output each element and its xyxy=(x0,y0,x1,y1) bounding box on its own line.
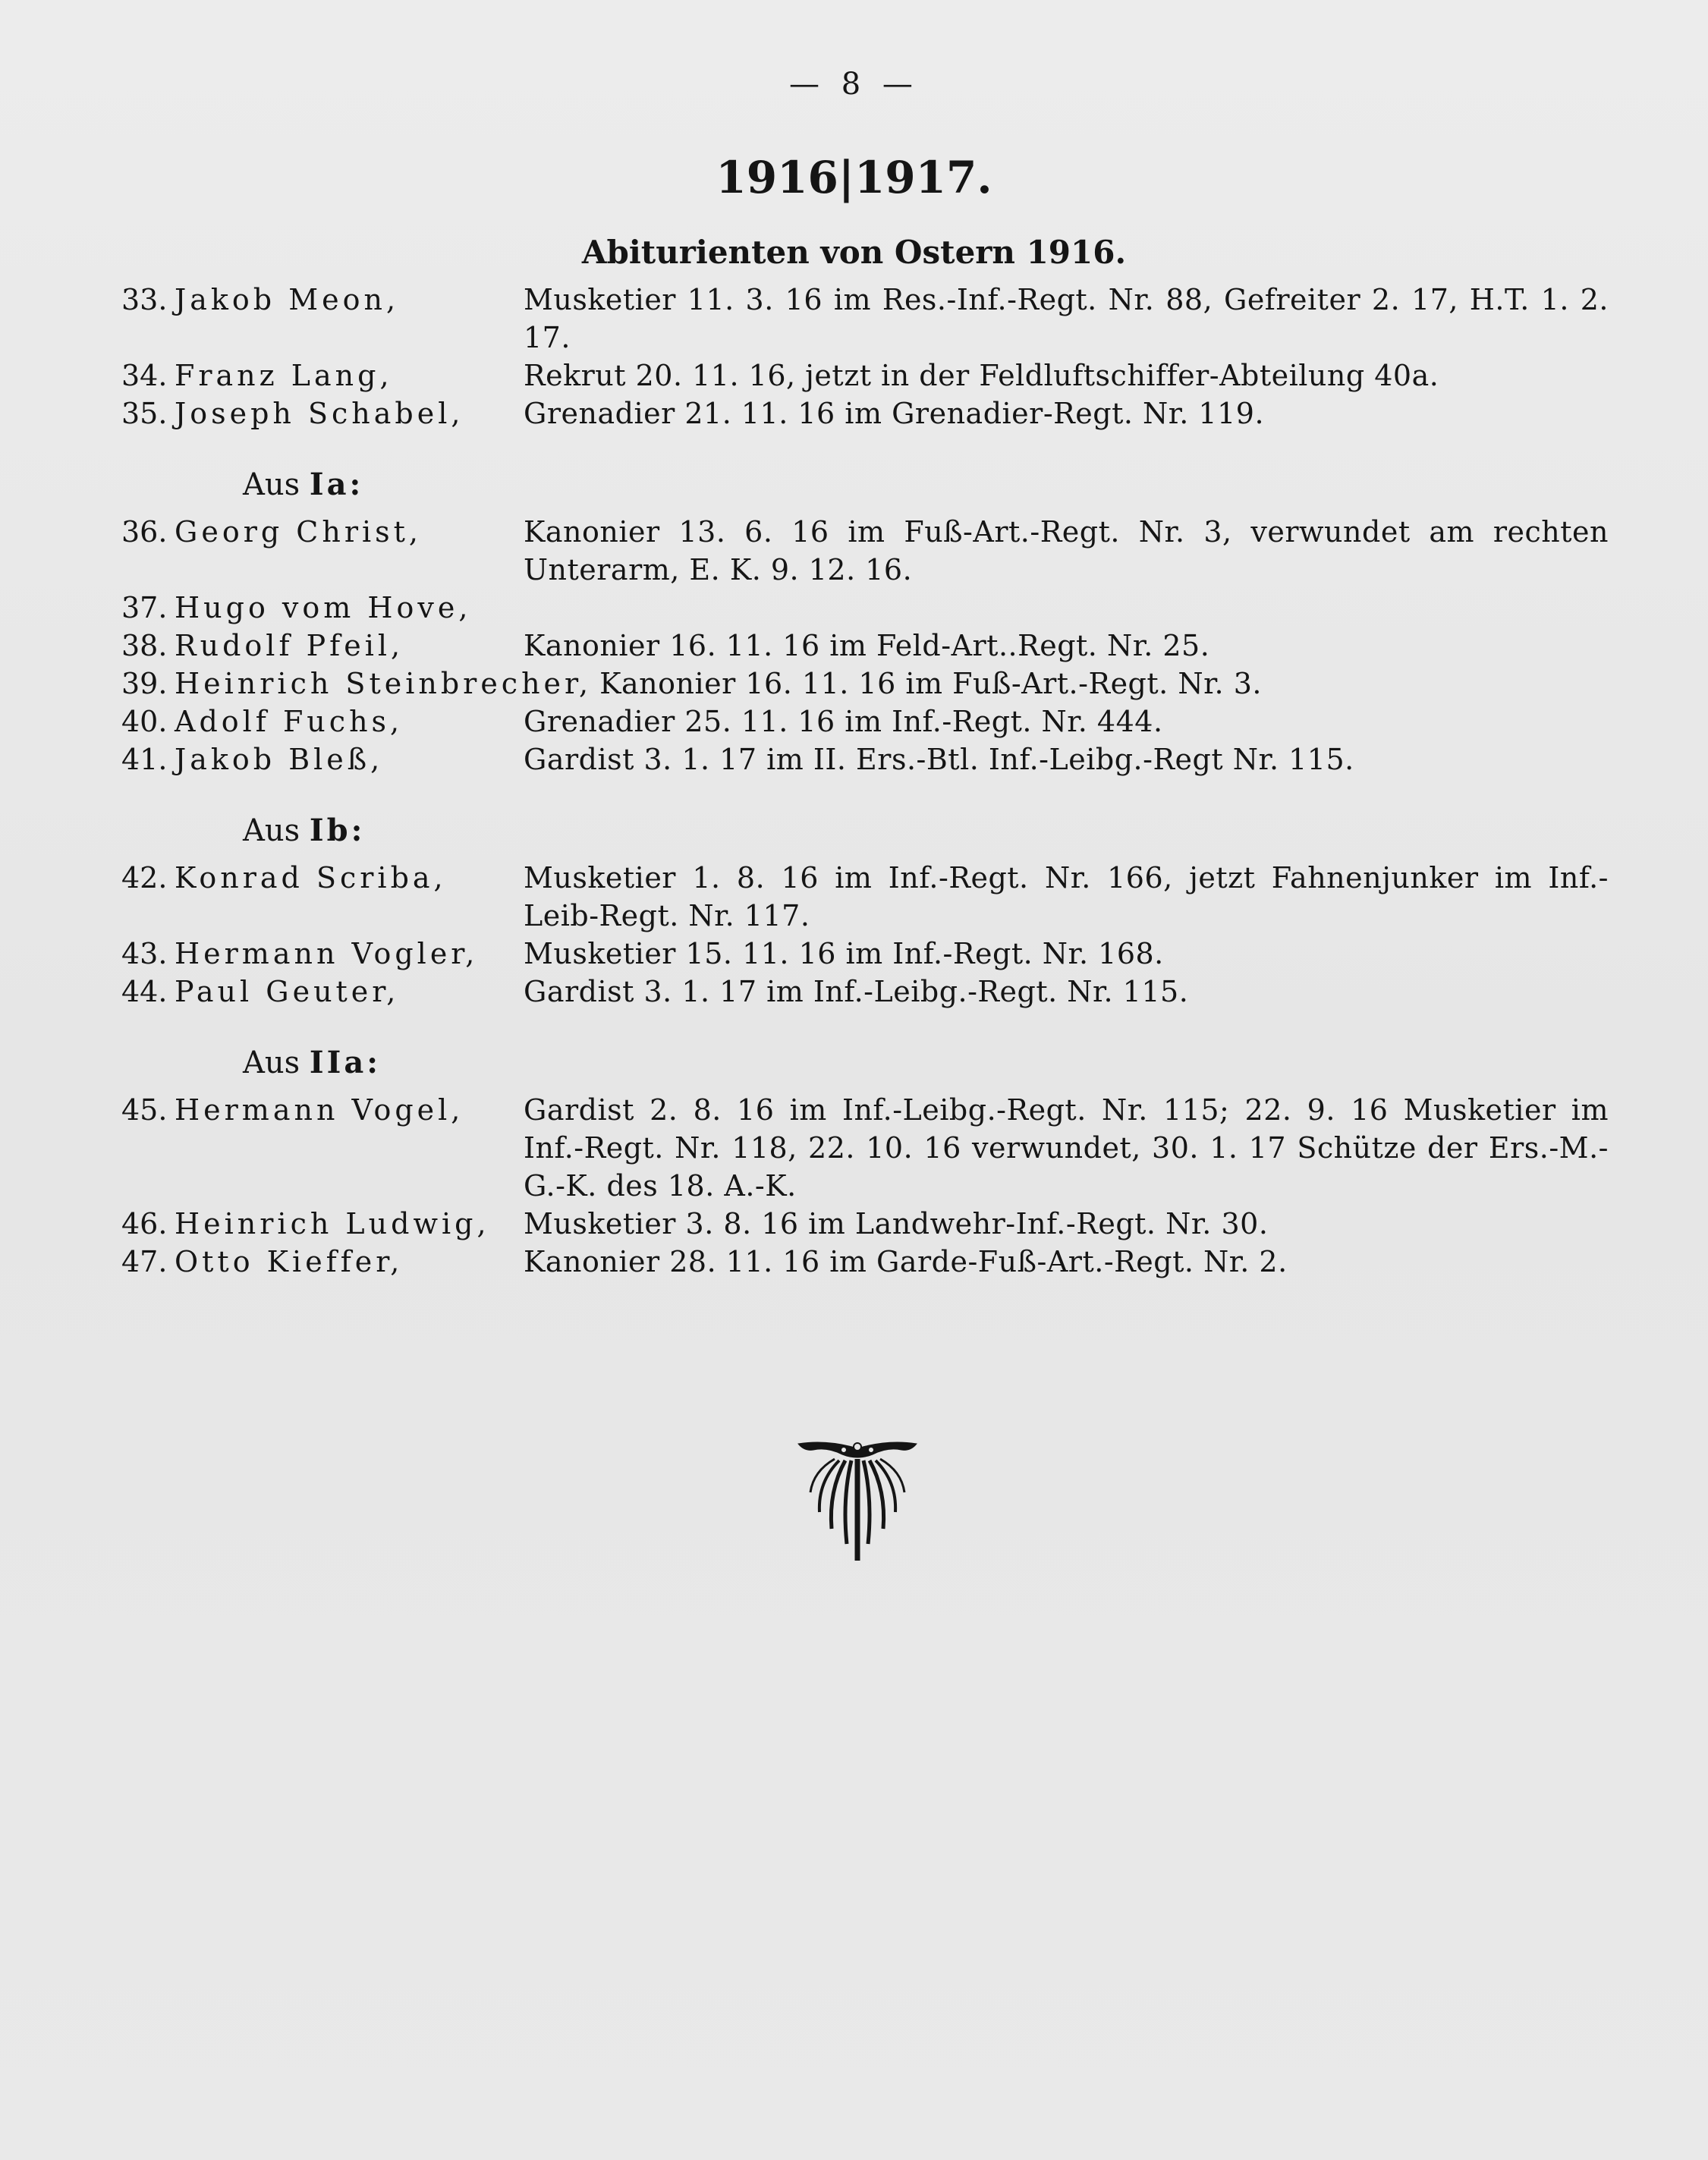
entry-description: Rekrut 20. 11. 16, jetzt in der Feldluftschiffer-Abteilung 40a. xyxy=(524,359,1439,392)
entry-name: Konrad Scriba, xyxy=(175,861,447,894)
entry-description: Musketier 1. 8. 16 im Inf.-Regt. Nr. 166, jetzt Fahnenjunker im Inf.-Leib-Regt. Nr. 117. xyxy=(524,861,1609,932)
list-item xyxy=(121,395,1609,432)
entry-description: Gardist 3. 1. 17 im Inf.-Leibg.-Regt. Nr. 115. xyxy=(524,975,1189,1008)
entry-description: Kanonier 16. 11. 16 im Fuß-Art.-Regt. Nr. 3. xyxy=(599,667,1262,700)
entry-name: Jakob Meon, xyxy=(175,283,400,316)
list-item xyxy=(121,935,1609,973)
list-item xyxy=(121,740,1609,778)
entry-name: Hermann Vogel, xyxy=(175,1093,464,1127)
entry-name: Heinrich Ludwig, xyxy=(175,1207,490,1240)
group-heading-prefix: Aus xyxy=(243,813,300,848)
fleuron-ornament-icon xyxy=(797,1438,918,1567)
entry-name: Rudolf Pfeil, xyxy=(175,629,404,662)
group-heading xyxy=(121,466,1609,504)
group-heading-class: Ia: xyxy=(309,467,364,502)
list-item xyxy=(121,589,1609,627)
group-heading-prefix: Aus xyxy=(243,467,300,502)
entry-group xyxy=(121,812,1609,1011)
entry-group xyxy=(121,466,1609,778)
entry-name: Hugo vom Hove, xyxy=(175,591,472,624)
year-heading: 1916|1917. xyxy=(716,152,992,203)
group-heading-prefix: Aus xyxy=(243,1045,300,1080)
entry-number: 47. xyxy=(121,1245,168,1278)
entry-description: Grenadier 21. 11. 16 im Grenadier-Regt. Nr. 119. xyxy=(524,397,1265,430)
entry-name: Otto Kieffer, xyxy=(175,1245,404,1278)
entry-number: 42. xyxy=(121,861,168,894)
entry-description: Musketier 3. 8. 16 im Landwehr-Inf.-Regt. Nr. 30. xyxy=(524,1207,1269,1240)
entry-number: 33. xyxy=(121,283,168,316)
entry-name: Paul Geuter, xyxy=(175,975,400,1008)
entry-group xyxy=(121,281,1609,432)
section-title: Abiturienten von Ostern 1916. xyxy=(581,234,1127,271)
group-heading-class: IIa: xyxy=(309,1045,382,1080)
entry-number: 34. xyxy=(121,359,168,392)
entry-name: Heinrich Steinbrecher, xyxy=(175,667,593,700)
list-item xyxy=(121,1091,1609,1205)
list-item xyxy=(121,357,1609,395)
entry-number: 41. xyxy=(121,743,168,776)
entry-number: 39. xyxy=(121,667,168,700)
list-item xyxy=(121,1243,1609,1281)
group-heading xyxy=(121,812,1609,850)
entry-description: Grenadier 25. 11. 16 im Inf.-Regt. Nr. 444. xyxy=(524,705,1163,738)
entry-number: 38. xyxy=(121,629,168,662)
list-item xyxy=(121,859,1609,935)
entry-description: Gardist 3. 1. 17 im II. Ers.-Btl. Inf.-Leibg.-Regt Nr. 115. xyxy=(524,743,1354,776)
entry-name: Jakob Bleß, xyxy=(175,743,384,776)
list-item xyxy=(121,973,1609,1011)
entry-number: 44. xyxy=(121,975,168,1008)
page-number: — 8 — xyxy=(789,67,919,102)
list-item xyxy=(121,627,1609,665)
list-item xyxy=(121,665,1609,703)
entry-number: 46. xyxy=(121,1207,168,1240)
entry-description: Kanonier 28. 11. 16 im Garde-Fuß-Art.-Regt. Nr. 2. xyxy=(524,1245,1288,1278)
entry-number: 36. xyxy=(121,515,168,549)
group-heading xyxy=(121,1044,1609,1082)
list-item xyxy=(121,281,1609,357)
entry-number: 35. xyxy=(121,397,168,430)
entry-name: Adolf Fuchs, xyxy=(175,705,404,738)
entry-description: Musketier 15. 11. 16 im Inf.-Regt. Nr. 168. xyxy=(524,937,1164,970)
group-heading-class: Ib: xyxy=(309,813,366,848)
entry-number: 45. xyxy=(121,1093,168,1127)
entry-description: Gardist 2. 8. 16 im Inf.-Leibg.-Regt. Nr. 115; 22. 9. 16 Musketier im Inf.-Regt. Nr. 118, 22. 10. 16 verwundet, 30. 1. 17 Schütze der Ers.-M.-G.-K. des 18. A.-K. xyxy=(524,1093,1609,1203)
entry-description: Musketier 11. 3. 16 im Res.-Inf.-Regt. Nr. 88, Gefreiter 2. 17, H.T. 1. 2. 17. xyxy=(524,283,1609,354)
entry-description: Kanonier 16. 11. 16 im Feld-Art..Regt. Nr. 25. xyxy=(524,629,1210,662)
entry-name: Joseph Schabel, xyxy=(175,397,464,430)
entry-name: Franz Lang, xyxy=(175,359,393,392)
entry-number: 40. xyxy=(121,705,168,738)
entry-name: Georg Christ, xyxy=(175,515,423,549)
list-item xyxy=(121,1205,1609,1243)
entry-number: 43. xyxy=(121,937,168,970)
entry-group xyxy=(121,1044,1609,1281)
list-item xyxy=(121,703,1609,740)
entry-name: Hermann Vogler, xyxy=(175,937,479,970)
entry-number: 37. xyxy=(121,591,168,624)
entry-list xyxy=(121,281,1609,1281)
list-item xyxy=(121,513,1609,589)
entry-description: Kanonier 13. 6. 16 im Fuß-Art.-Regt. Nr. 3, verwundet am rechten Unterarm, E. K. 9. 12. 16. xyxy=(524,515,1609,586)
